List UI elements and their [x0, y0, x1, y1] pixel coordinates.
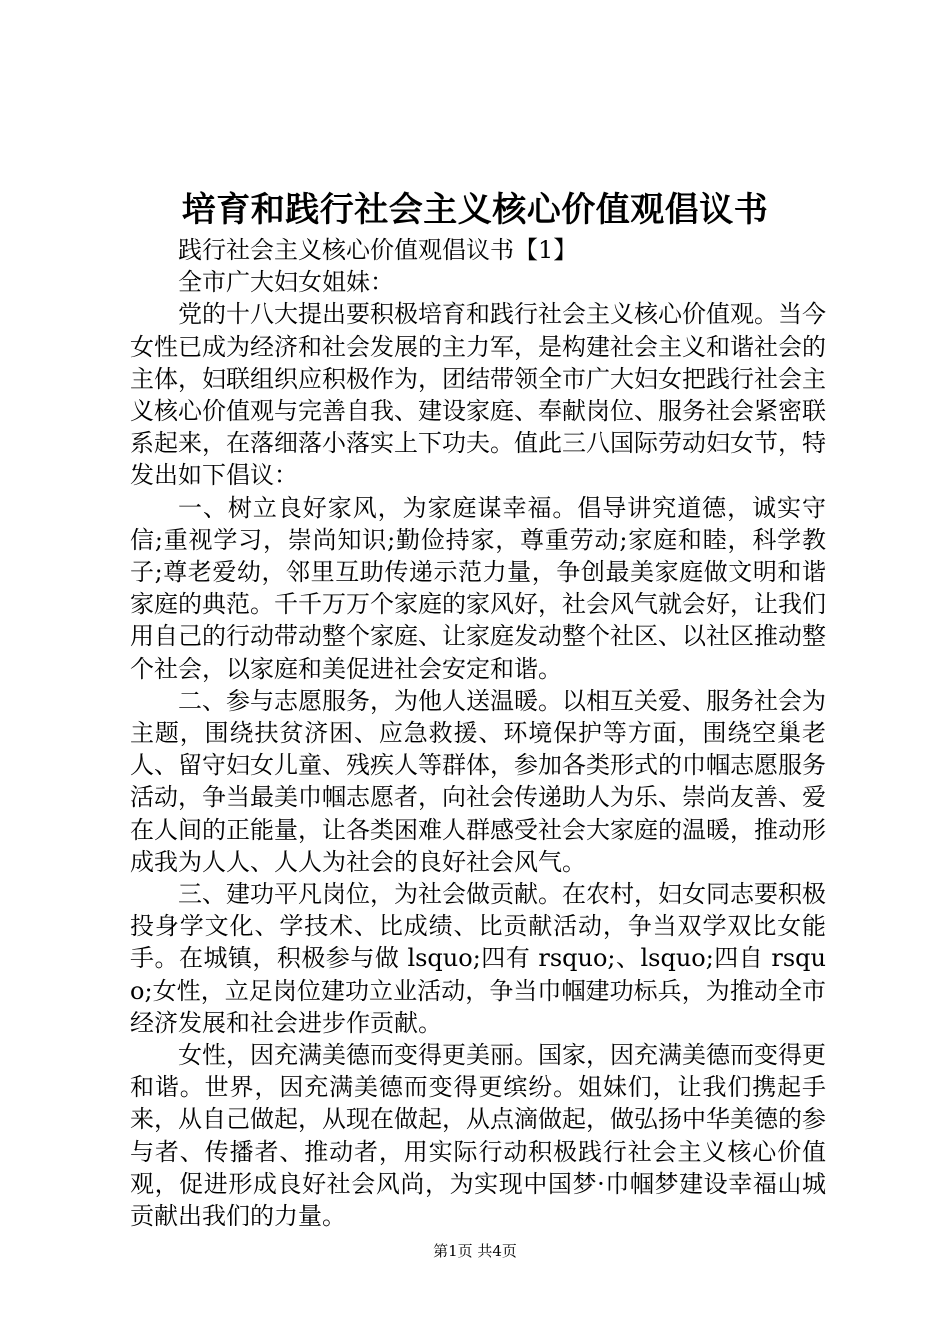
document-body [130, 234, 826, 1232]
paragraph-proposal-2: 二、参与志愿服务，为他人送温暖。以相互关爱、服务社会为主题，围绕扶贫济困、应急救援、环境保护等方面，围绕空巢老人、留守妇女儿童、残疾人等群体，参加各类形式的巾帼志愿服务活动，争当最美巾帼志愿者，向社会传递助人为乐、崇尚友善、爱在人间的正能量，让各类困难人群感受社会大家庭的温暖，推动形成我为人人、人人为社会的良好社会风气。 [130, 686, 826, 876]
section-heading: 践行社会主义核心价值观倡议书【1】 [178, 236, 578, 264]
paragraph-proposal-1: 一、树立良好家风，为家庭谋幸福。倡导讲究道德，诚实守信;重视学习，崇尚知识;勤俭持家，尊重劳动;家庭和睦，科学教子;尊老爱幼，邻里互助传递示范力量，争创最美家庭做文明和谐家庭的典范。千千万万个家庭的家风好，社会风气就会好，让我们用自己的行动带动整个家庭、让家庭发动整个社区、以社区推动整个社会，以家庭和美促进社会安定和谐。 [130, 493, 826, 683]
document-title: 培育和践行社会主义核心价值观倡议书 [181, 190, 769, 230]
page-number: 第1页 共4页 [433, 1242, 517, 1260]
salutation: 全市广大妇女姐妹： [178, 268, 394, 297]
paragraph-closing: 女性，因充满美德而变得更美丽。国家，因充满美德而变得更和谐。世界，因充满美德而变得更缤纷。姐妹们，让我们携起手来，从自己做起，从现在做起，从点滴做起，做弘扬中华美德的参与者、传播者、推动者，用实际行动积极践行社会主义核心价值观，促进形成良好社会风尚，为实现中国梦·巾帼梦建设幸福山城贡献出我们的力量。 [130, 1041, 826, 1231]
paragraph-intro: 党的十八大提出要积极培育和践行社会主义核心价值观。当今女性已成为经济和社会发展的主力军，是构建社会主义和谐社会的主体，妇联组织应积极作为，团结带领全市广大妇女把践行社会主义核心价值观与完善自我、建设家庭、奉献岗位、服务社会紧密联系起来，在落细落小落实上下功夫。值此三八国际劳动妇女节，特发出如下倡议： [130, 300, 826, 490]
paragraph-proposal-3: 三、建功平凡岗位，为社会做贡献。在农村，妇女同志要积极投身学文化、学技术、比成绩、比贡献活动，争当双学双比女能手。在城镇，积极参与做 lsquo;四有 rsquo;、lsquo;四自 rsquo;女性，立足岗位建功立业活动，争当巾帼建功标兵，为推动全市经济发展和社会进步作贡献。 [130, 880, 826, 1037]
